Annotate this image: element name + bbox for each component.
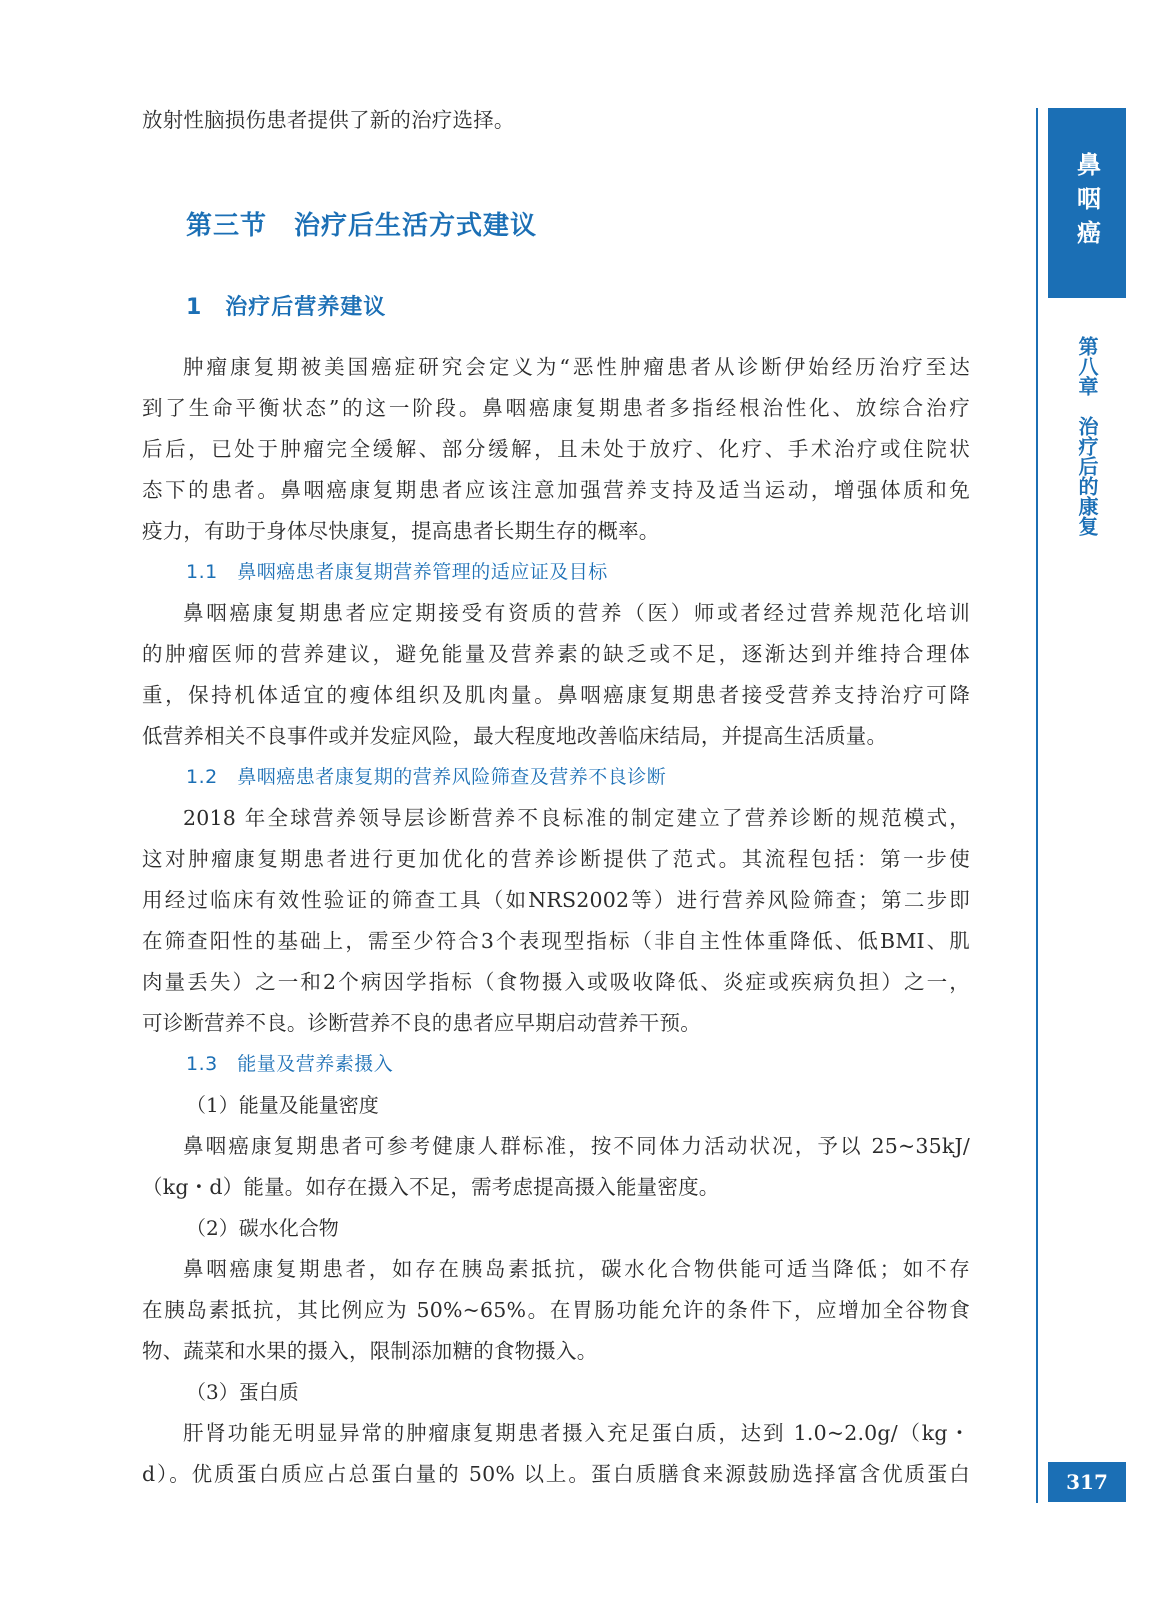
- section-title: 第三节 治疗后生活方式建议: [186, 211, 538, 241]
- chapter-tab-label: 鼻咽癌: [1072, 152, 1101, 254]
- chapter-tab: [1048, 108, 1126, 298]
- paragraph-line: d）。优质蛋白质应占总蛋白量的 50% 以上。蛋白质膳食来源鼓励选择富含优质蛋白: [142, 1462, 970, 1486]
- paragraph-6: [142, 1413, 970, 1495]
- paragraph-line: 物、蔬菜和水果的摄入，限制添加糖的食物摄入。: [142, 1339, 598, 1363]
- paragraph-line: 用经过临床有效性验证的筛查工具（如NRS2002等）进行营养风险筛查；第二步即: [142, 888, 970, 912]
- paragraph-line: 肿瘤康复期被美国癌症研究会定义为“恶性肿瘤患者从诊断伊始经历治疗至达: [183, 355, 970, 379]
- subheading-carbohydrate: （2）碳水化合物: [186, 1216, 339, 1240]
- paragraph-line: 在胰岛素抵抗，其比例应为 50%~65%。在胃肠功能允许的条件下，应增加全谷物食: [142, 1298, 970, 1322]
- paragraph-line: 鼻咽癌康复期患者，如存在胰岛素抵抗，碳水化合物供能可适当降低；如不存: [183, 1257, 970, 1281]
- paragraph-line: 态下的患者。鼻咽癌康复期患者应该注意加强营养支持及适当运动，增强体质和免: [142, 478, 970, 502]
- paragraph-line: 在筛查阳性的基础上，需至少符合3个表现型指标（非自主性体重降低、低BMI、肌: [142, 929, 970, 953]
- paragraph-line: 肝肾功能无明显异常的肿瘤康复期患者摄入充足蛋白质，达到 1.0~2.0g/（kg・: [183, 1421, 970, 1445]
- main-text: [142, 347, 970, 1495]
- paragraph-line: 到了生命平衡状态”的这一阶段。鼻咽癌康复期患者多指经根治性化、放综合治疗: [142, 396, 970, 420]
- heading-1-3: 1.3 能量及营养素摄入: [186, 1053, 394, 1075]
- paragraph-line: 鼻咽癌康复期患者应定期接受有资质的营养（医）师或者经过营养规范化培训: [183, 601, 970, 625]
- page-number: 317: [1048, 1462, 1126, 1502]
- paragraph-line: 肉量丢失）之一和2个病因学指标（食物摄入或吸收降低、炎症或疾病负担）之一，: [142, 970, 970, 994]
- paragraph-2: [142, 593, 970, 757]
- paragraph-line: 的肿瘤医师的营养建议，避免能量及营养素的缺乏或不足，逐渐达到并维持合理体: [142, 642, 970, 666]
- paragraph-3: [142, 798, 970, 1044]
- paragraph-line: 后后，已处于肿瘤完全缓解、部分缓解，且未处于放疗、化疗、手术治疗或住院状: [142, 437, 970, 461]
- margin-rule: [1036, 108, 1038, 1503]
- heading-1-2: 1.2 鼻咽癌患者康复期的营养风险筛查及营养不良诊断: [186, 766, 667, 788]
- chapter-label: 第八章 治疗后的康复: [1075, 336, 1099, 536]
- heading-1-1: 1.1 鼻咽癌患者康复期营养管理的适应证及目标: [186, 561, 608, 583]
- paragraph-line: 疫力，有助于身体尽快康复，提高患者长期生存的概率。: [142, 519, 660, 543]
- paragraph-line: 可诊断营养不良。诊断营养不良的患者应早期启动营养干预。: [142, 1011, 701, 1035]
- subheading-protein: （3）蛋白质: [186, 1380, 299, 1404]
- paragraph-line: 放射性脑损伤患者提供了新的治疗选择。: [142, 108, 515, 132]
- paragraph-1: [142, 347, 970, 552]
- paragraph-line: （kg・d）能量。如存在摄入不足，需考虑提高摄入能量密度。: [142, 1175, 720, 1199]
- intro-paragraph: [142, 100, 970, 141]
- paragraph-4: [142, 1126, 970, 1208]
- subheading-energy: （1）能量及能量密度: [186, 1093, 379, 1117]
- paragraph-line: 低营养相关不良事件或并发症风险，最大程度地改善临床结局，并提高生活质量。: [142, 724, 888, 748]
- paragraph-5: [142, 1249, 970, 1372]
- paragraph-line: 重，保持机体适宜的瘦体组织及肌肉量。鼻咽癌康复期患者接受营养支持治疗可降: [142, 683, 970, 707]
- paragraph-line: 2018 年全球营养领导层诊断营养不良标准的制定建立了营养诊断的规范模式，: [183, 806, 970, 830]
- subsection-title: 1 治疗后营养建议: [186, 295, 387, 320]
- paragraph-line: 这对肿瘤康复期患者进行更加优化的营养诊断提供了范式。其流程包括：第一步使: [142, 847, 970, 871]
- paragraph-line: 鼻咽癌康复期患者可参考健康人群标准，按不同体力活动状况，予以 25~35kJ/: [183, 1134, 970, 1158]
